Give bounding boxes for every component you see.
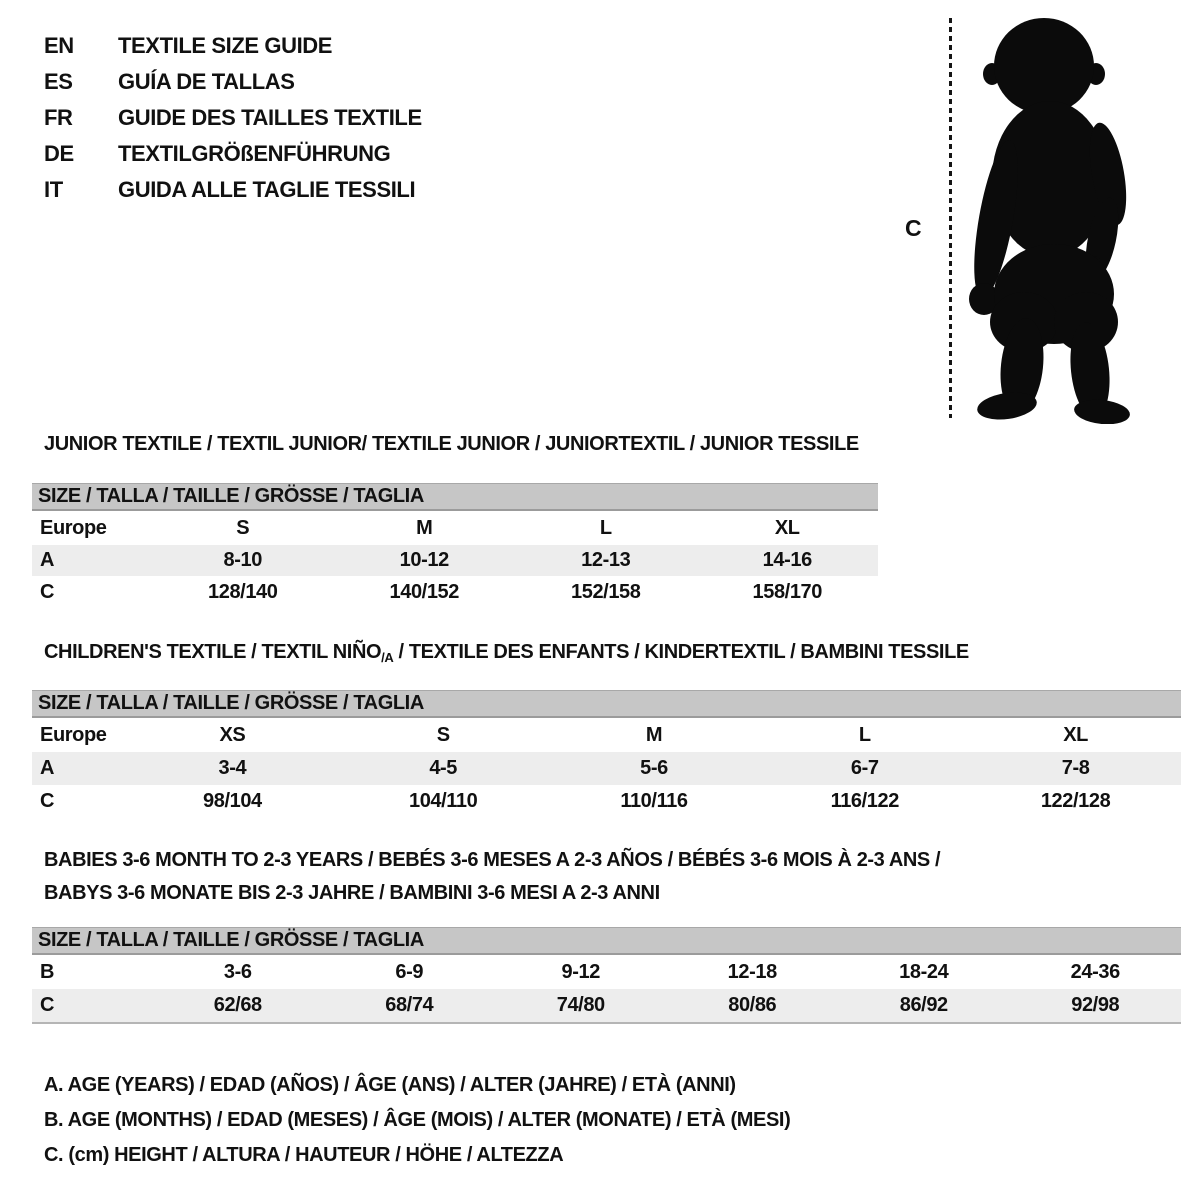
language-row-en <box>44 28 422 64</box>
legend-height-cm: C. (cm) HEIGHT / ALTURA / HAUTEUR / HÖHE / ALTEZZA <box>44 1144 564 1166</box>
value-cell: 140/152 <box>389 581 459 603</box>
value-cell: 110/116 <box>620 790 688 812</box>
language-title: TEXTILE SIZE GUIDE <box>118 33 333 58</box>
language-title: GUIDE DES TAILLES TEXTILE <box>118 105 422 130</box>
value-cell: 8-10 <box>223 549 262 571</box>
row-label: A <box>40 549 55 571</box>
table-row-age <box>32 545 878 576</box>
size-cell: XL <box>1063 723 1088 746</box>
junior-section-heading: JUNIOR TEXTILE / TEXTIL JUNIOR/ TEXTILE JUNIOR / JUNIORTEXTIL / JUNIOR TESSILE <box>44 433 859 455</box>
babies-section-heading <box>44 844 940 910</box>
value-cell: 86/92 <box>899 994 948 1016</box>
table-row-height <box>32 576 878 609</box>
babies-size-table <box>32 927 1181 1024</box>
value-cell: 122/128 <box>1040 790 1111 812</box>
height-measure-label: C <box>905 215 922 241</box>
language-code: IT <box>44 177 63 202</box>
row-label: C <box>40 581 55 603</box>
size-cell: XL <box>774 516 800 539</box>
size-cell: M <box>416 516 433 539</box>
size-cell: L <box>599 516 612 539</box>
size-cell: L <box>858 723 871 746</box>
value-cell: 4-5 <box>429 757 458 779</box>
language-code: EN <box>44 33 74 58</box>
language-title: GUÍA DE TALLAS <box>118 69 295 94</box>
value-cell: 24-36 <box>1070 960 1120 983</box>
baby-silhouette-icon <box>962 14 1144 424</box>
value-cell: 10-12 <box>399 549 449 571</box>
value-cell: 7-8 <box>1061 757 1090 779</box>
heading-text: / TEXTILE DES ENFANTS / KINDERTEXTIL / BAMBINI TESSILE <box>393 641 969 663</box>
children-size-table <box>32 690 1181 818</box>
language-title: GUIDA ALLE TAGLIE TESSILI <box>118 177 416 202</box>
table-row-europe <box>32 511 878 545</box>
table-row-age-months <box>32 955 1181 989</box>
value-cell: 128/140 <box>208 581 278 603</box>
row-label: Europe <box>40 516 107 539</box>
table-header-size: SIZE / TALLA / TAILLE / GRÖSSE / TAGLIA <box>32 483 878 511</box>
table-row-height <box>32 785 1181 818</box>
language-code: DE <box>44 141 74 166</box>
value-cell: 74/80 <box>556 994 605 1016</box>
value-cell: 68/74 <box>385 994 434 1016</box>
measurement-legend <box>44 1068 790 1173</box>
value-cell: 18-24 <box>899 960 949 983</box>
value-cell: 62/68 <box>213 994 262 1016</box>
language-code: ES <box>44 69 73 94</box>
language-list <box>44 28 422 208</box>
value-cell: 158/170 <box>752 581 822 603</box>
legend-age-years: A. AGE (YEARS) / EDAD (AÑOS) / ÂGE (ANS) / ALTER (JAHRE) / ETÀ (ANNI) <box>44 1074 736 1096</box>
table-row-age <box>32 752 1181 785</box>
row-label: C <box>40 994 55 1016</box>
row-label: A <box>40 757 55 779</box>
value-cell: 104/110 <box>408 790 478 812</box>
value-cell: 14-16 <box>762 549 812 571</box>
table-header-size: SIZE / TALLA / TAILLE / GRÖSSE / TAGLIA <box>32 927 1181 955</box>
language-code: FR <box>44 105 73 130</box>
value-cell: 80/86 <box>728 994 777 1016</box>
value-cell: 92/98 <box>1071 994 1120 1016</box>
value-cell: 3-6 <box>223 960 252 983</box>
size-cell: S <box>236 516 250 539</box>
language-row-es <box>44 64 422 100</box>
row-label: B <box>40 960 55 983</box>
heading-text: CHILDREN'S TEXTILE / TEXTIL NIÑO <box>44 641 382 663</box>
language-row-fr <box>44 100 422 136</box>
size-cell: M <box>645 723 663 746</box>
row-label: Europe <box>40 723 107 746</box>
value-cell: 3-4 <box>218 757 247 779</box>
table-header-size: SIZE / TALLA / TAILLE / GRÖSSE / TAGLIA <box>32 690 1181 718</box>
size-cell: S <box>436 723 450 746</box>
size-cell: XS <box>219 723 246 746</box>
language-row-it <box>44 172 422 208</box>
legend-age-months: B. AGE (MONTHS) / EDAD (MESES) / ÂGE (MOIS) / ALTER (MONATE) / ETÀ (MESI) <box>44 1109 791 1131</box>
heading-subscript: /A <box>381 650 394 665</box>
value-cell: 12-18 <box>727 960 777 983</box>
value-cell: 152/158 <box>571 581 641 603</box>
heading-line-2: BABYS 3-6 MONATE BIS 2-3 JAHRE / BAMBINI 3-6 MESI A 2-3 ANNI <box>44 882 660 904</box>
language-row-de <box>44 136 422 172</box>
value-cell: 12-13 <box>581 549 631 571</box>
junior-size-table <box>32 483 878 609</box>
value-cell: 6-9 <box>395 960 424 983</box>
row-label: C <box>40 790 55 812</box>
value-cell: 5-6 <box>640 757 668 779</box>
value-cell: 116/122 <box>830 790 899 812</box>
value-cell: 6-7 <box>850 757 879 779</box>
table-row-height <box>32 989 1181 1022</box>
heading-line-1: BABIES 3-6 MONTH TO 2-3 YEARS / BEBÉS 3-6 MESES A 2-3 AÑOS / BÉBÉS 3-6 MOIS À 2-3 ANS / <box>44 849 941 871</box>
value-cell: 9-12 <box>561 960 600 983</box>
language-title: TEXTILGRÖßENFÜHRUNG <box>118 141 391 166</box>
children-section-heading <box>44 641 969 669</box>
height-measure-dashed-line <box>949 18 952 418</box>
table-row-europe <box>32 718 1181 752</box>
value-cell: 98/104 <box>203 790 262 812</box>
